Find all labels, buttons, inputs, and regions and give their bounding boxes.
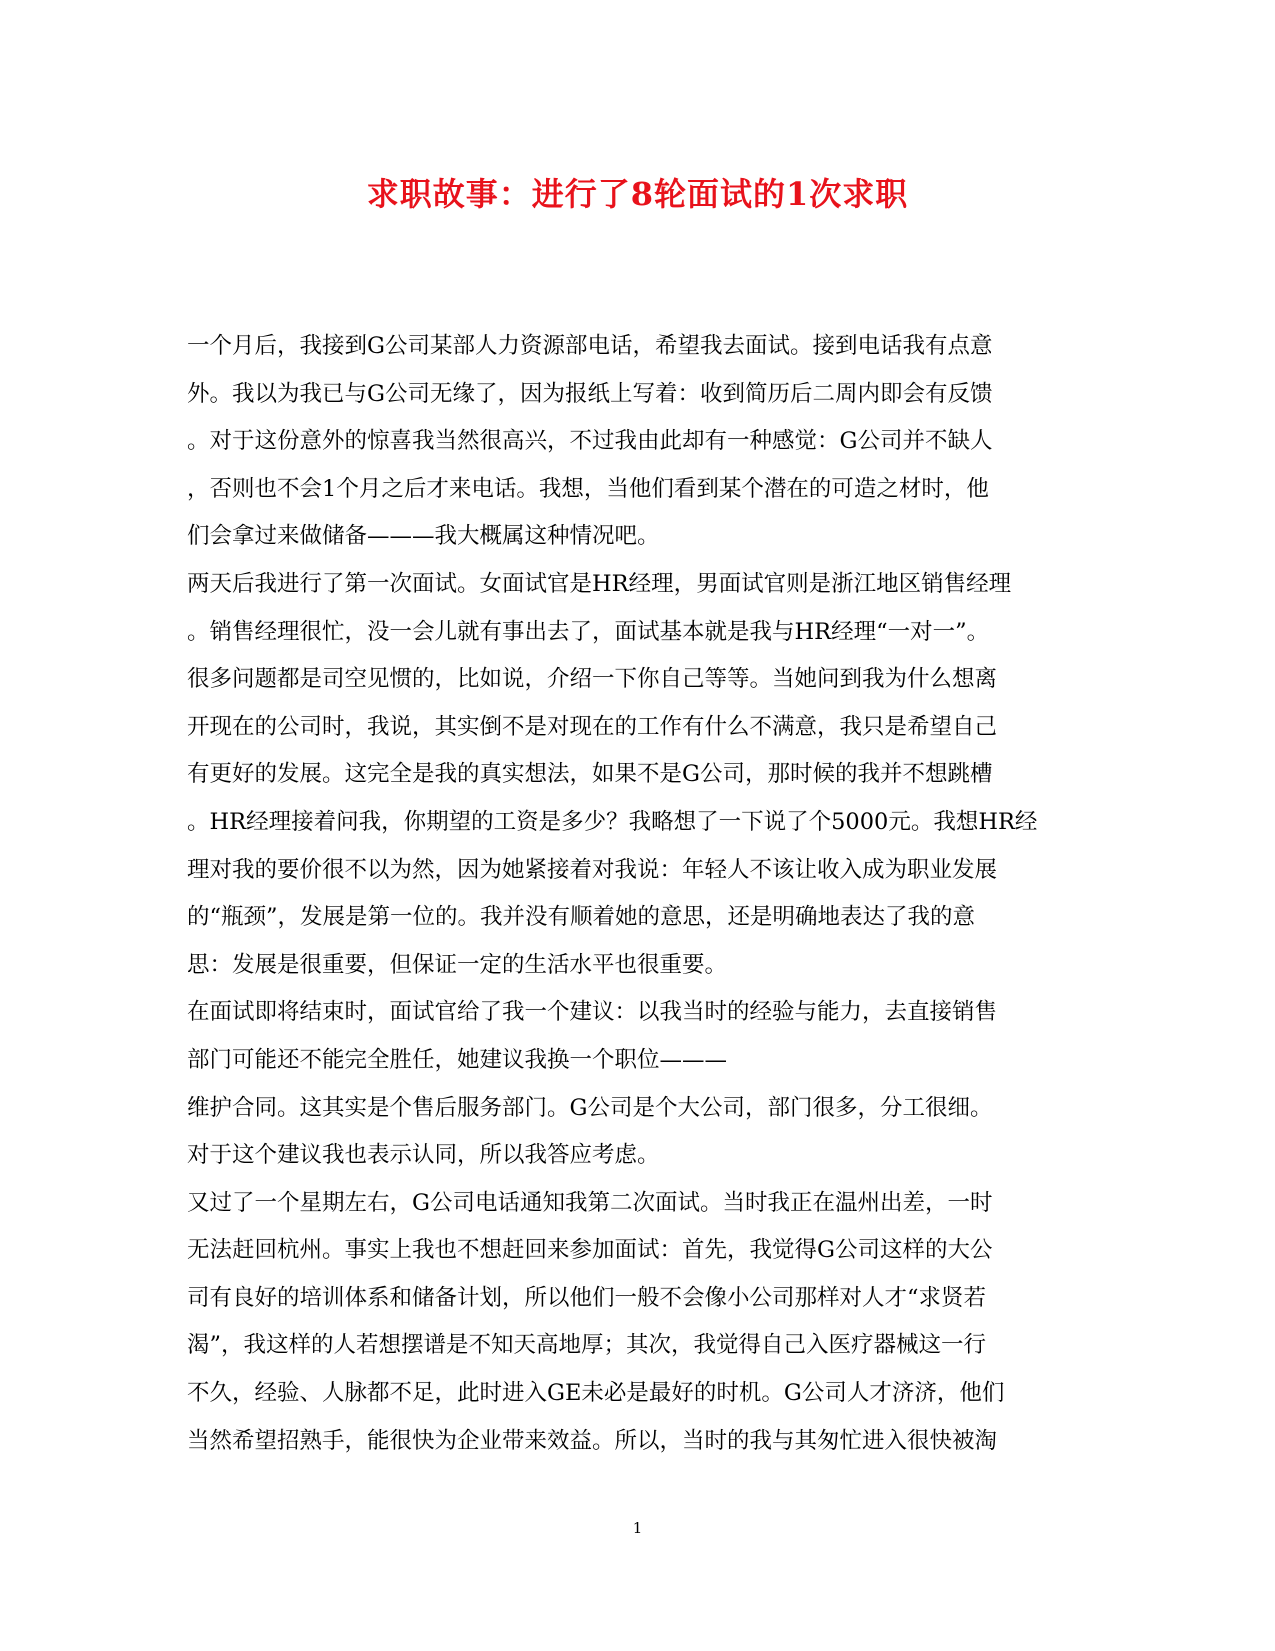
text-line: ，否则也不会1个月之后才来电话。我想，当他们看到某个潜在的可造之材时，他 <box>187 475 989 502</box>
text-line: 有更好的发展。这完全是我的真实想法，如果不是G公司，那时候的我并不想跳槽 <box>187 761 993 788</box>
text-line: 无法赶回杭州。事实上我也不想赶回来参加面试：首先，我觉得G公司这样的大公 <box>187 1237 993 1264</box>
text-line: 维护合同。这其实是个售后服务部门。G公司是个大公司，部门很多，分工很细。 <box>187 1094 993 1121</box>
text-line: 很多问题都是司空见惯的，比如说，介绍一下你自己等等。当她问到我为什么想离 <box>187 666 998 693</box>
page-number: 1 <box>632 1519 643 1537</box>
text-line: 。销售经理很忙，没一会儿就有事出去了，面试基本就是我与HR经理“一对一”。 <box>187 618 990 645</box>
text-line: 们会拿过来做储备———我大概属这种情况吧。 <box>187 523 660 550</box>
text-line: 的“瓶颈”，发展是第一位的。我并没有顺着她的意思，还是明确地表达了我的意 <box>187 904 976 931</box>
text-line: 在面试即将结束时，面试官给了我一个建议：以我当时的经验与能力，去直接销售 <box>187 999 998 1026</box>
text-line: 不久，经验、人脉都不足，此时进入GE未必是最好的时机。G公司人才济济，他们 <box>187 1380 1005 1407</box>
text-line: 理对我的要价很不以为然，因为她紧接着对我说：年轻人不该让收入成为职业发展 <box>187 856 998 883</box>
text-line: 开现在的公司时，我说，其实倒不是对现在的工作有什么不满意，我只是希望自己 <box>187 713 998 740</box>
text-line: 一个月后，我接到G公司某部人力资源部电话，希望我去面试。接到电话我有点意 <box>187 333 993 359</box>
text-line: 。对于这份意外的惊喜我当然很高兴，不过我由此却有一种感觉：G公司并不缺人 <box>187 428 993 455</box>
text-line: 两天后我进行了第一次面试。女面试官是HR经理，男面试官则是浙江地区销售经理 <box>187 570 1012 597</box>
document-title: 求职故事：进行了8轮面试的1次求职 <box>366 175 909 213</box>
text-line: 对于这个建议我也表示认同，所以我答应考虑。 <box>187 1142 660 1169</box>
text-line: 部门可能还不能完全胜任，她建议我换一个职位——— <box>187 1046 728 1073</box>
text-line: 渴”，我这样的人若想摆谱是不知天高地厚；其次，我觉得自己入医疗器械这一行 <box>187 1332 987 1359</box>
text-line: 又过了一个星期左右，G公司电话通知我第二次面试。当时我正在温州出差，一时 <box>187 1189 993 1216</box>
text-line: 外。我以为我已与G公司无缘了，因为报纸上写着：收到简历后二周内即会有反馈 <box>187 380 993 407</box>
text-line: 。HR经理接着问我，你期望的工资是多少？我略想了一下说了个5000元。我想HR经 <box>187 808 1038 835</box>
document-body <box>187 323 1087 1465</box>
text-line: 司有良好的培训体系和储备计划，所以他们一般不会像小公司那样对人才“求贤若 <box>187 1284 987 1311</box>
text-line: 当然希望招熟手，能很快为企业带来效益。所以，当时的我与其匆忙进入很快被淘 <box>187 1427 998 1454</box>
text-line: 思：发展是很重要，但保证一定的生活水平也很重要。 <box>187 951 728 978</box>
